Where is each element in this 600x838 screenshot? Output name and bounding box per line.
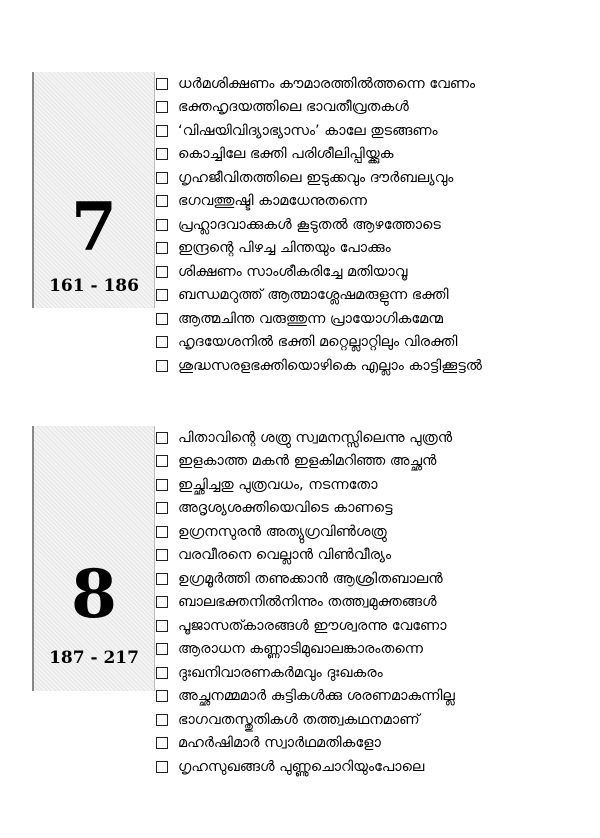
checkbox-icon[interactable] xyxy=(156,432,168,444)
topic-title: പിതാവിന്റെ ശത്രു സ്വമനസ്സിലെന്നു പുത്രൻ xyxy=(178,429,453,446)
topic-title: ബന്ധമറുത്ത് ആത്മാശ്ലേഷമരുളുന്ന ഭക്തി xyxy=(178,287,449,304)
checkbox-icon[interactable] xyxy=(156,737,168,749)
list-item xyxy=(156,450,455,474)
topic-list xyxy=(156,426,455,779)
checkbox-icon[interactable] xyxy=(156,502,168,514)
list-item xyxy=(156,591,455,615)
checkbox-icon[interactable] xyxy=(156,667,168,679)
topic-list xyxy=(156,72,482,378)
topic-title: ഗൃഹസുഖങ്ങൾ പുണ്ണുചൊറിയുംപോലെ xyxy=(178,758,425,775)
chapter-page-range: 187 - 217 xyxy=(49,648,139,668)
checkbox-icon[interactable] xyxy=(156,526,168,538)
topic-title: ഇച്ഛിച്ചതു പുത്രവധം, നടന്നതോ xyxy=(178,476,378,493)
topic-title: ഗൃഹജീവിതത്തിലെ ഇടുക്കവും ദൗർബല്യവും xyxy=(178,169,454,186)
topic-title: ഭഗവത്തുഷ്ടി കാമധേനുതന്നെ xyxy=(178,193,367,210)
chapter-sidebox xyxy=(32,426,155,691)
list-item xyxy=(156,119,482,143)
topic-title: ബാലഭക്തനിൽനിന്നും തത്ത്വമുക്തങ്ങൾ xyxy=(178,594,437,611)
list-item xyxy=(156,72,482,96)
topic-title: ശുദ്ധസരളഭക്തിയൊഴികെ എല്ലാം കാട്ടിക്കൂട്ടൽ xyxy=(178,357,482,374)
list-item xyxy=(156,166,482,190)
chapter-sidebox xyxy=(32,72,155,308)
checkbox-icon[interactable] xyxy=(156,479,168,491)
list-item xyxy=(156,520,455,544)
topic-title: ധർമശിക്ഷണം കൗമാരത്തിൽത്തന്നെ വേണം xyxy=(178,75,476,92)
checkbox-icon[interactable] xyxy=(156,620,168,632)
topic-title: പ്രഹ്ലാദവാക്കുകൾ കൂടുതൽ ആഴത്തോടെ xyxy=(178,216,441,233)
topic-title: ഹൃദയേശനിൽ ഭക്തി മറ്റെല്ലാറ്റിലും വിരക്തി xyxy=(178,334,458,351)
topic-title: ദുഃഖനിവാരണകർമവും ദുഃഖകരം xyxy=(178,664,383,681)
checkbox-icon[interactable] xyxy=(156,148,168,160)
topic-title: ഉഗ്രനസുരൻ അത്യുഗ്രവിൺശത്രു xyxy=(178,523,387,540)
checkbox-icon[interactable] xyxy=(156,714,168,726)
list-item xyxy=(156,190,482,214)
list-item xyxy=(156,732,455,756)
checkbox-icon[interactable] xyxy=(156,761,168,773)
list-item xyxy=(156,143,482,167)
topic-title: ഇന്ദ്രന്റെ പിഴച്ച ചിന്തയും പോക്കും xyxy=(178,240,391,257)
chapter-number: 7 xyxy=(71,188,117,266)
topic-title: ശിക്ഷണം സാംശീകരിച്ചേ മതിയാവൂ xyxy=(178,263,408,280)
list-item xyxy=(156,755,455,779)
list-item xyxy=(156,331,482,355)
list-item xyxy=(156,614,455,638)
topic-title: ഭക്തഹൃദയത്തിലെ ഭാവതീവ്രതകൾ xyxy=(178,99,409,116)
topic-title: ഇളകാത്ത മകൻ ഇളകിമറിഞ്ഞ അച്ഛൻ xyxy=(178,453,437,470)
checkbox-icon[interactable] xyxy=(156,219,168,231)
checkbox-icon[interactable] xyxy=(156,101,168,113)
checkbox-icon[interactable] xyxy=(156,266,168,278)
checkbox-icon[interactable] xyxy=(156,125,168,137)
list-item xyxy=(156,96,482,120)
checkbox-icon[interactable] xyxy=(156,289,168,301)
topic-title: ഉഗ്രമൂർത്തി തണുക്കാൻ ആശ്രിതബാലൻ xyxy=(178,570,443,587)
chapter-number: 8 xyxy=(71,555,117,633)
list-item xyxy=(156,260,482,284)
list-item xyxy=(156,426,455,450)
checkbox-icon[interactable] xyxy=(156,242,168,254)
list-item xyxy=(156,661,455,685)
topic-title: പൂജാസത്കാരങ്ങൾ ഈശ്വരന്നു വേണോ xyxy=(178,617,447,634)
checkbox-icon[interactable] xyxy=(156,336,168,348)
chapter-page-range: 161 - 186 xyxy=(49,276,139,296)
checkbox-icon[interactable] xyxy=(156,455,168,467)
list-item xyxy=(156,708,455,732)
topic-title: ആത്മചിന്ത വരുത്തുന്ന പ്രായോഗികമേന്മ xyxy=(178,310,443,327)
topic-title: കൊച്ചിലേ ഭക്തി പരിശീലിപ്പിയ്ക്കുക xyxy=(178,146,394,163)
topic-title: മഹർഷിമാർ സ്വാർഥമതികളോ xyxy=(178,735,381,752)
list-item xyxy=(156,544,455,568)
checkbox-icon[interactable] xyxy=(156,195,168,207)
list-item xyxy=(156,473,455,497)
checkbox-icon[interactable] xyxy=(156,78,168,90)
list-item xyxy=(156,284,482,308)
topic-title: ഭാഗവതസ്തുതികൾ തത്ത്വകഥനമാണ് xyxy=(178,711,420,728)
topic-title: ‘വിഷയിവിദ്യാഭ്യാസം’ കാലേ തുടങ്ങണം xyxy=(178,122,438,139)
topic-title: ആരാധന കണ്ണാടിമുഖാലങ്കാരംതന്നെ xyxy=(178,641,423,658)
checkbox-icon[interactable] xyxy=(156,313,168,325)
checkbox-icon[interactable] xyxy=(156,643,168,655)
checkbox-icon[interactable] xyxy=(156,690,168,702)
checkbox-icon[interactable] xyxy=(156,573,168,585)
list-item xyxy=(156,567,455,591)
topic-title: അച്ഛനമ്മമാർ കുട്ടികൾക്കു ശരണമാകുന്നില്ല xyxy=(178,688,455,705)
list-item xyxy=(156,497,455,521)
checkbox-icon[interactable] xyxy=(156,172,168,184)
list-item xyxy=(156,307,482,331)
list-item xyxy=(156,685,455,709)
topic-title: അദൃശ്യശക്തിയെവിടെ കാണട്ടെ xyxy=(178,500,393,517)
topic-title: വരവീരനെ വെല്ലാൻ വിൺവീര്യം xyxy=(178,547,392,564)
list-item xyxy=(156,638,455,662)
checkbox-icon[interactable] xyxy=(156,596,168,608)
list-item xyxy=(156,237,482,261)
list-item xyxy=(156,213,482,237)
checkbox-icon[interactable] xyxy=(156,360,168,372)
list-item xyxy=(156,354,482,378)
checkbox-icon[interactable] xyxy=(156,549,168,561)
